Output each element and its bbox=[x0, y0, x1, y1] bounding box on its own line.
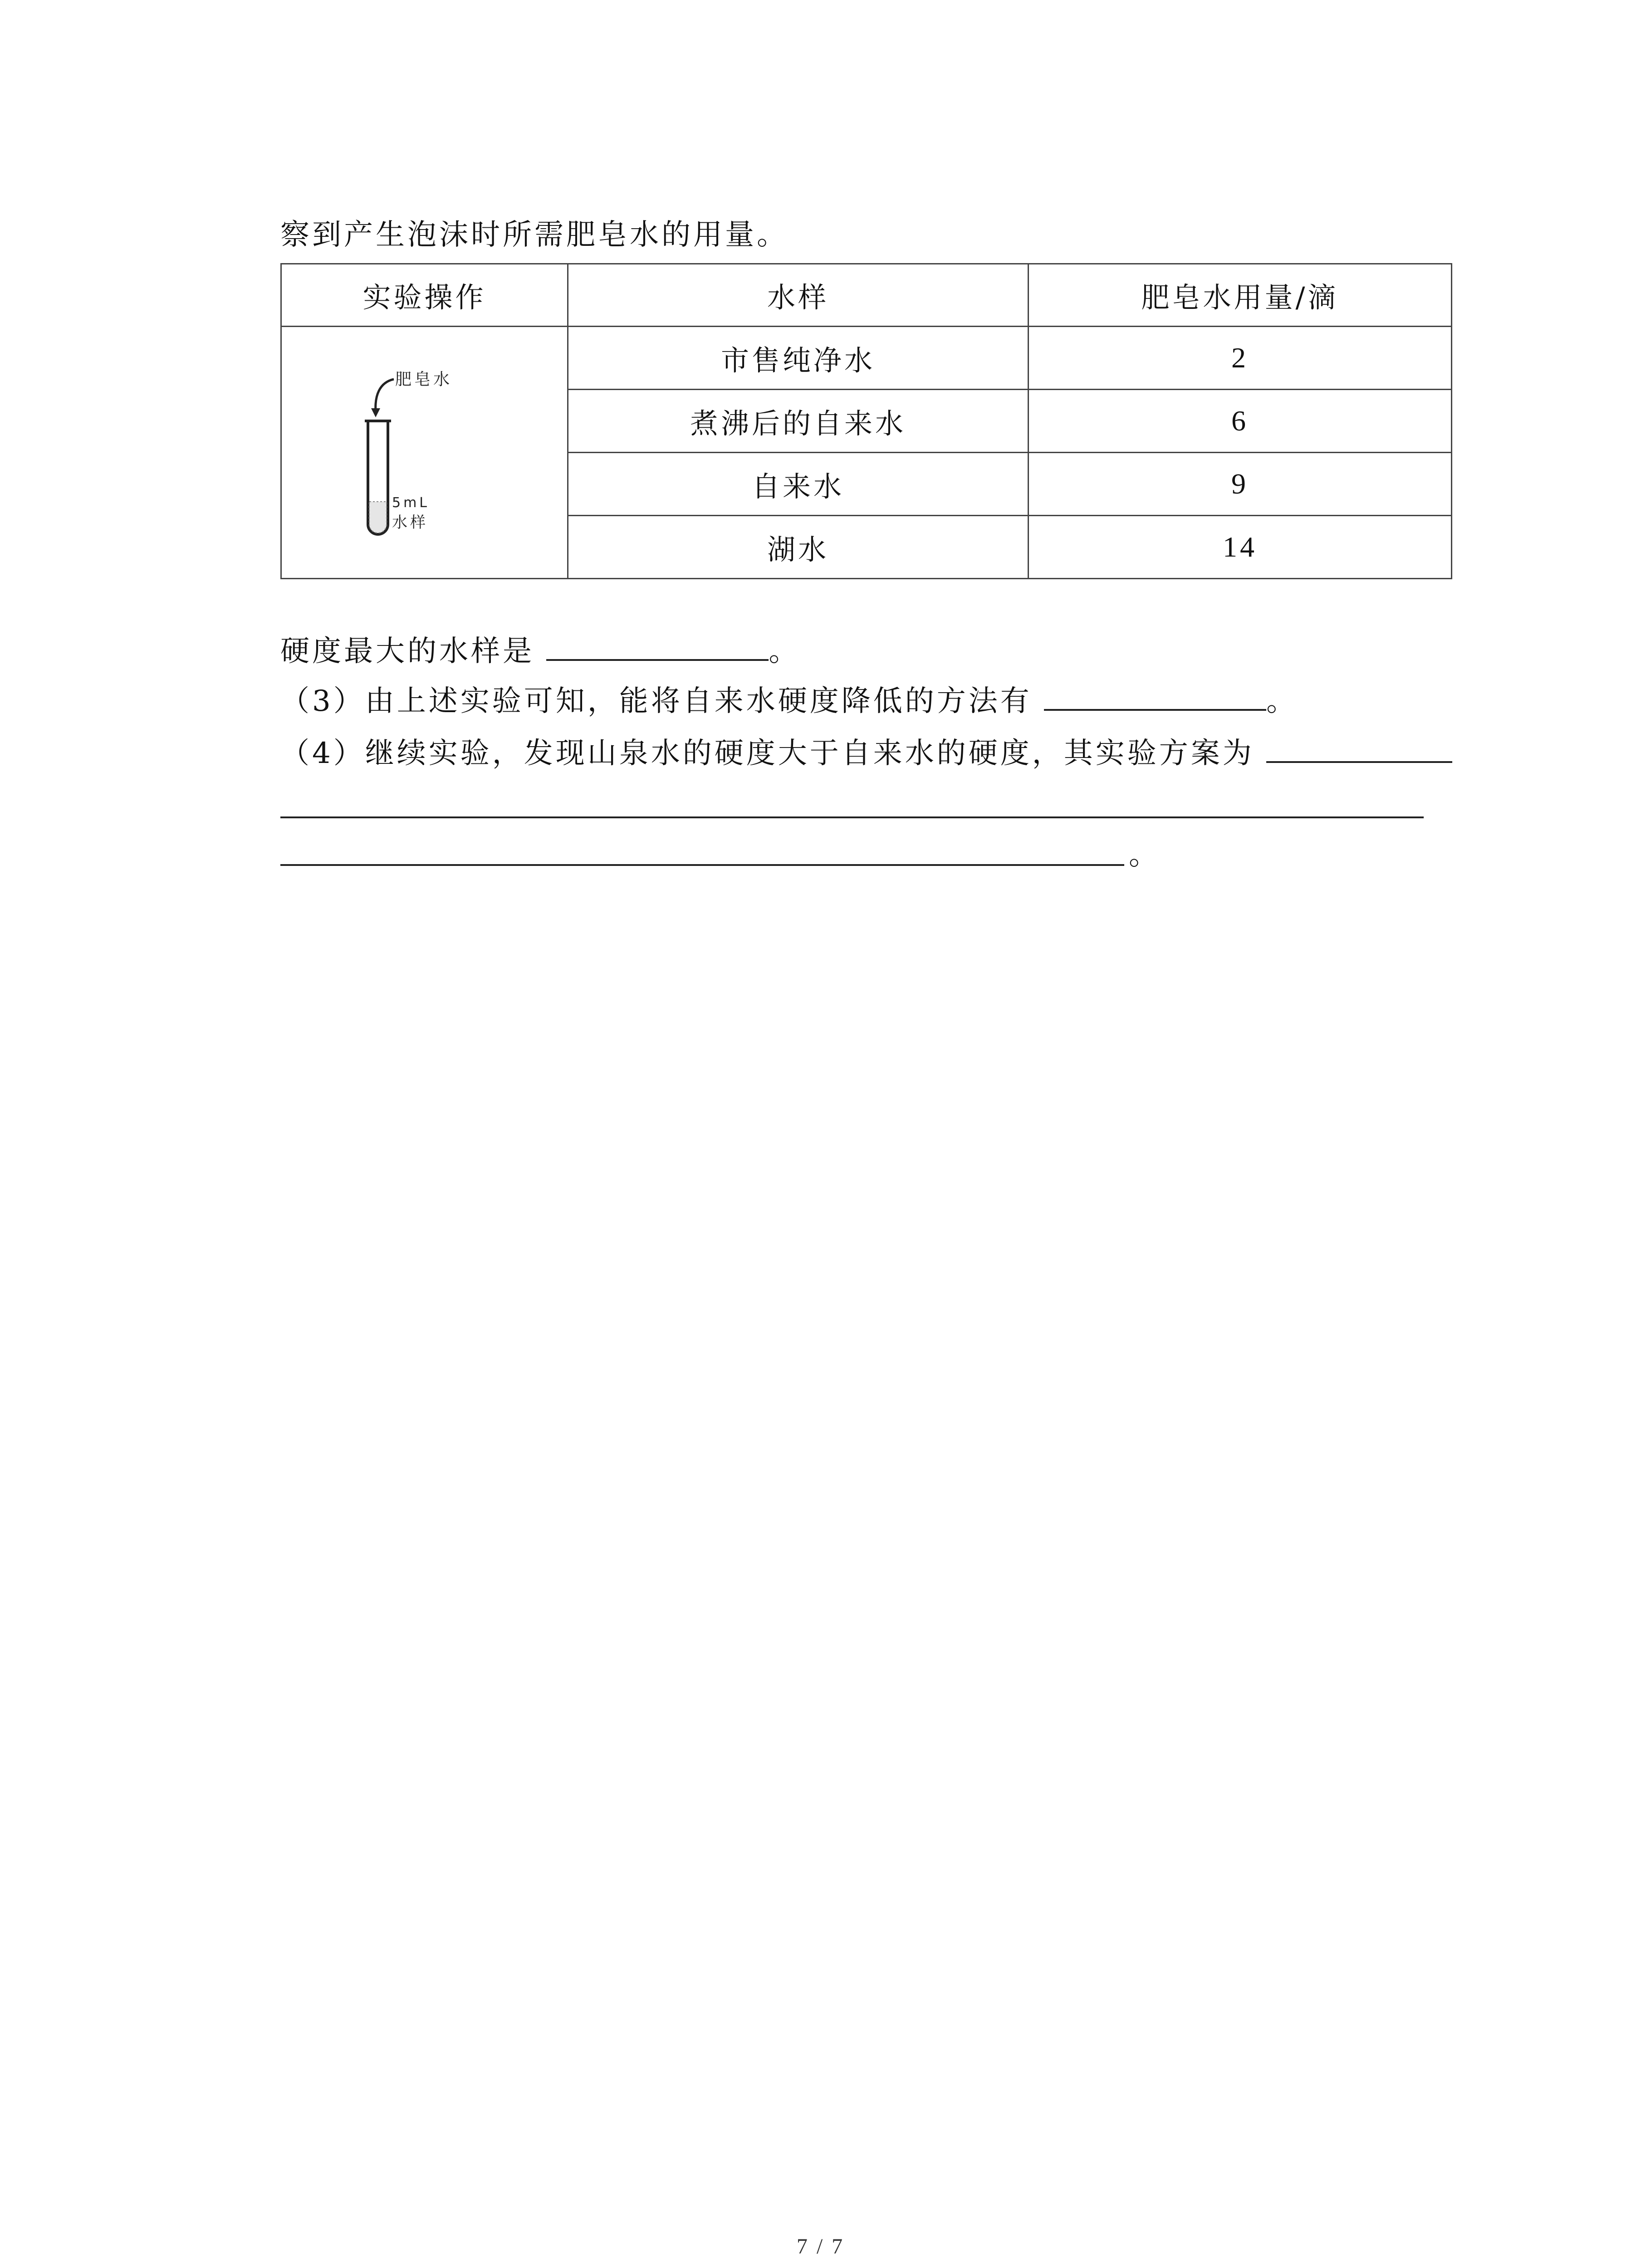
page-number: 7 / 7 bbox=[796, 2234, 845, 2258]
intro-text: 察到产生泡沫时所需肥皂水的用量。 bbox=[280, 218, 789, 252]
figure-label-volume: 5mL bbox=[392, 494, 430, 511]
experiment-table bbox=[280, 263, 1452, 579]
question-4 bbox=[280, 735, 1452, 772]
sample-cell: 自来水 bbox=[568, 453, 1029, 516]
header-operation: 实验操作 bbox=[281, 264, 568, 327]
test-tube-figure bbox=[343, 357, 506, 548]
drops-cell: 6 bbox=[1029, 390, 1452, 453]
question-hardest-suffix: 。 bbox=[769, 635, 801, 668]
answer-blank-q3[interactable] bbox=[1044, 683, 1266, 711]
arrow-head-icon bbox=[371, 408, 380, 417]
experiment-figure-cell bbox=[281, 327, 568, 579]
answer-blank-q4-inline[interactable] bbox=[1266, 735, 1452, 763]
table-header-row bbox=[281, 264, 1452, 327]
question-hardest-water bbox=[280, 633, 800, 670]
sample-cell: 市售纯净水 bbox=[568, 327, 1029, 390]
question-hardest-prefix: 硬度最大的水样是 bbox=[280, 635, 534, 668]
sample-cell: 煮沸后的自来水 bbox=[568, 390, 1029, 453]
answer-line-q4-2[interactable] bbox=[280, 864, 1124, 866]
question-3 bbox=[280, 683, 1298, 719]
drops-cell: 14 bbox=[1029, 516, 1452, 579]
question-4-prefix: （4）继续实验，发现山泉水的硬度大于自来水的硬度，其实验方案为 bbox=[280, 737, 1254, 770]
figure-label-soap: 肥皂水 bbox=[395, 370, 452, 389]
water-sample-icon bbox=[369, 502, 387, 533]
table-row bbox=[281, 327, 1452, 390]
question-3-suffix: 。 bbox=[1266, 684, 1298, 718]
dropper-arrow bbox=[375, 379, 393, 411]
header-soap-drops: 肥皂水用量/滴 bbox=[1029, 264, 1452, 327]
question-4-suffix: 。 bbox=[1129, 838, 1161, 872]
answer-blank-hardest[interactable] bbox=[546, 633, 769, 661]
header-sample: 水样 bbox=[568, 264, 1029, 327]
figure-label-sample: 水样 bbox=[392, 513, 428, 532]
drops-cell: 9 bbox=[1029, 453, 1452, 516]
sample-cell: 湖水 bbox=[568, 516, 1029, 579]
drops-cell: 2 bbox=[1029, 327, 1452, 390]
answer-line-q4-1[interactable] bbox=[280, 816, 1424, 818]
question-3-prefix: （3）由上述实验可知，能将自来水硬度降低的方法有 bbox=[280, 684, 1032, 718]
